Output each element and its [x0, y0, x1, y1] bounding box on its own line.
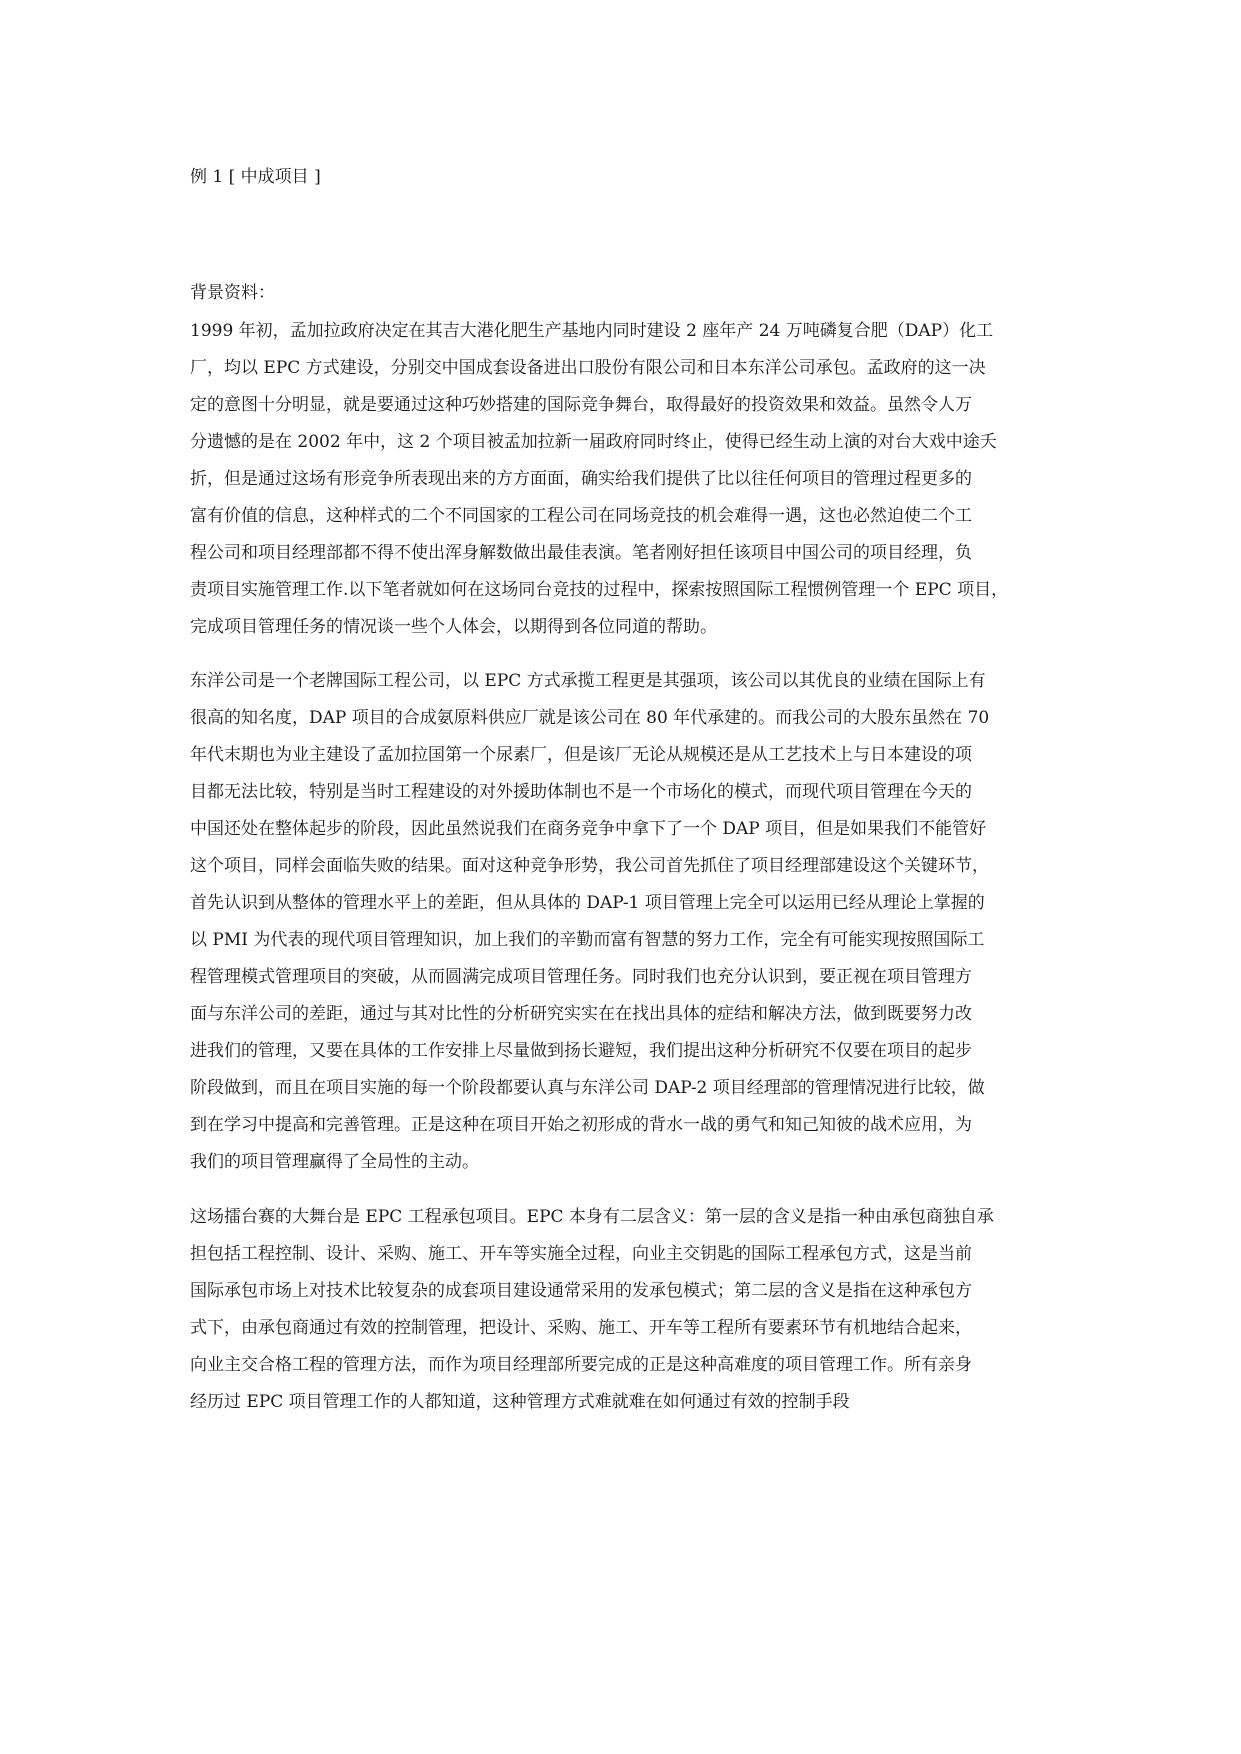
text-line: 程公司和项目经理部都不得不使出浑身解数做出最佳表演。笔者刚好担任该项目中国公司的项目经理，负 [190, 543, 972, 563]
text-line: 厂，均以 EPC 方式建设，分别交中国成套设备进出口股份有限公司和日本东洋公司承包。孟政府的这一决 [190, 358, 986, 378]
text-line: 面与东洋公司的差距，通过与其对比性的分析研究实实在在找出具体的症结和解决方法，做到既要努力改 [190, 1004, 972, 1024]
text-line: 中国还处在整体起步的阶段，因此虽然说我们在商务竞争中拿下了一个 DAP 项目，但是如果我们不能管好 [190, 819, 987, 839]
text-line: 到在学习中提高和完善管理。正是这种在项目开始之初形成的背水一战的勇气和知己知彼的战术应用，为 [190, 1115, 972, 1135]
background-label: 背景资料： [190, 283, 275, 303]
example-heading: 例 1 [ 中成项目 ] [190, 167, 321, 187]
text-line: 向业主交合格工程的管理方法，而作为项目经理部所要完成的正是这种高难度的项目管理工作。所有亲身 [190, 1355, 972, 1375]
text-line: 以 PMI 为代表的现代项目管理知识，加上我们的辛勤而富有智慧的努力工作，完全有可能实现按照国际工 [190, 930, 985, 950]
paragraph-background [190, 313, 1070, 646]
text-line: 首先认识到从整体的管理水平上的差距，但从具体的 DAP-1 项目管理上完全可以运用已经从理论上掌握的 [190, 893, 985, 913]
text-line: 进我们的管理，又要在具体的工作安排上尽量做到扬长避短，我们提出这种分析研究不仅要在项目的起步 [190, 1041, 972, 1061]
text-line: 富有价值的信息，这种样式的二个不同国家的工程公司在同场竞技的机会难得一遇，这也必然迫使二个工 [190, 506, 972, 526]
text-line: 经历过 EPC 项目管理工作的人都知道，这种管理方式难就难在如何通过有效的控制手段 [190, 1392, 850, 1412]
text-line: 定的意图十分明显，就是要通过这种巧妙搭建的国际竞争舞台，取得最好的投资效果和效益。虽然令人万 [190, 395, 972, 415]
text-line: 这场擂台赛的大舞台是 EPC 工程承包项目。EPC 本身有二层含义：第一层的含义是指一种由承包商独自承 [190, 1207, 994, 1227]
paragraph-toyo-comparison [190, 663, 1070, 1181]
text-line: 程管理模式管理项目的突破，从而圆满完成项目管理任务。同时我们也充分认识到，要正视在项目管理方 [190, 967, 972, 987]
text-line: 式下，由承包商通过有效的控制管理，把设计、采购、施工、开车等工程所有要素环节有机地结合起来， [190, 1318, 972, 1338]
text-line: 1999 年初，孟加拉政府决定在其吉大港化肥生产基地内同时建设 2 座年产 24 万吨磷复合肥（DAP）化工 [190, 321, 994, 341]
text-line: 分遗憾的是在 2002 年中，这 2 个项目被孟加拉新一届政府同时终止，使得已经生动上演的对台大戏中途夭 [190, 432, 997, 452]
text-line: 目都无法比较，特别是当时工程建设的对外援助体制也不是一个市场化的模式，而现代项目管理在今天的 [190, 782, 972, 802]
text-line: 东洋公司是一个老牌国际工程公司，以 EPC 方式承揽工程更是其强项，该公司以其优良的业绩在国际上有 [190, 671, 986, 691]
text-line: 阶段做到，而且在项目实施的每一个阶段都要认真与东洋公司 DAP-2 项目经理部的管理情况进行比较，做 [190, 1078, 985, 1098]
text-line: 折，但是通过这场有形竞争所表现出来的方方面面，确实给我们提供了比以往任何项目的管理过程更多的 [190, 469, 972, 489]
text-line: 完成项目管理任务的情况谈一些个人体会，以期得到各位同道的帮助。 [190, 617, 717, 637]
text-line: 责项目实施管理工作.以下笔者就如何在这场同台竞技的过程中，探索按照国际工程惯例管理一个 EPC 项目， [190, 580, 1009, 600]
text-line: 很高的知名度，DAP 项目的合成氨原料供应厂就是该公司在 80 年代承建的。而我公司的大股东虽然在 70 [190, 708, 990, 728]
text-line: 国际承包市场上对技术比较复杂的成套项目建设通常采用的发承包模式；第二层的含义是指在这种承包方 [190, 1281, 972, 1301]
paragraph-epc-definition [190, 1199, 1070, 1421]
text-line: 年代末期也为业主建设了孟加拉国第一个尿素厂，但是该厂无论从规模还是从工艺技术上与日本建设的项 [190, 745, 972, 765]
text-line: 担包括工程控制、设计、采购、施工、开车等实施全过程，向业主交钥匙的国际工程承包方式，这是当前 [190, 1244, 972, 1264]
text-line: 这个项目，同样会面临失败的结果。面对这种竞争形势，我公司首先抓住了项目经理部建设这个关键环节， [190, 856, 989, 876]
text-line: 我们的项目管理赢得了全局性的主动。 [190, 1152, 479, 1172]
